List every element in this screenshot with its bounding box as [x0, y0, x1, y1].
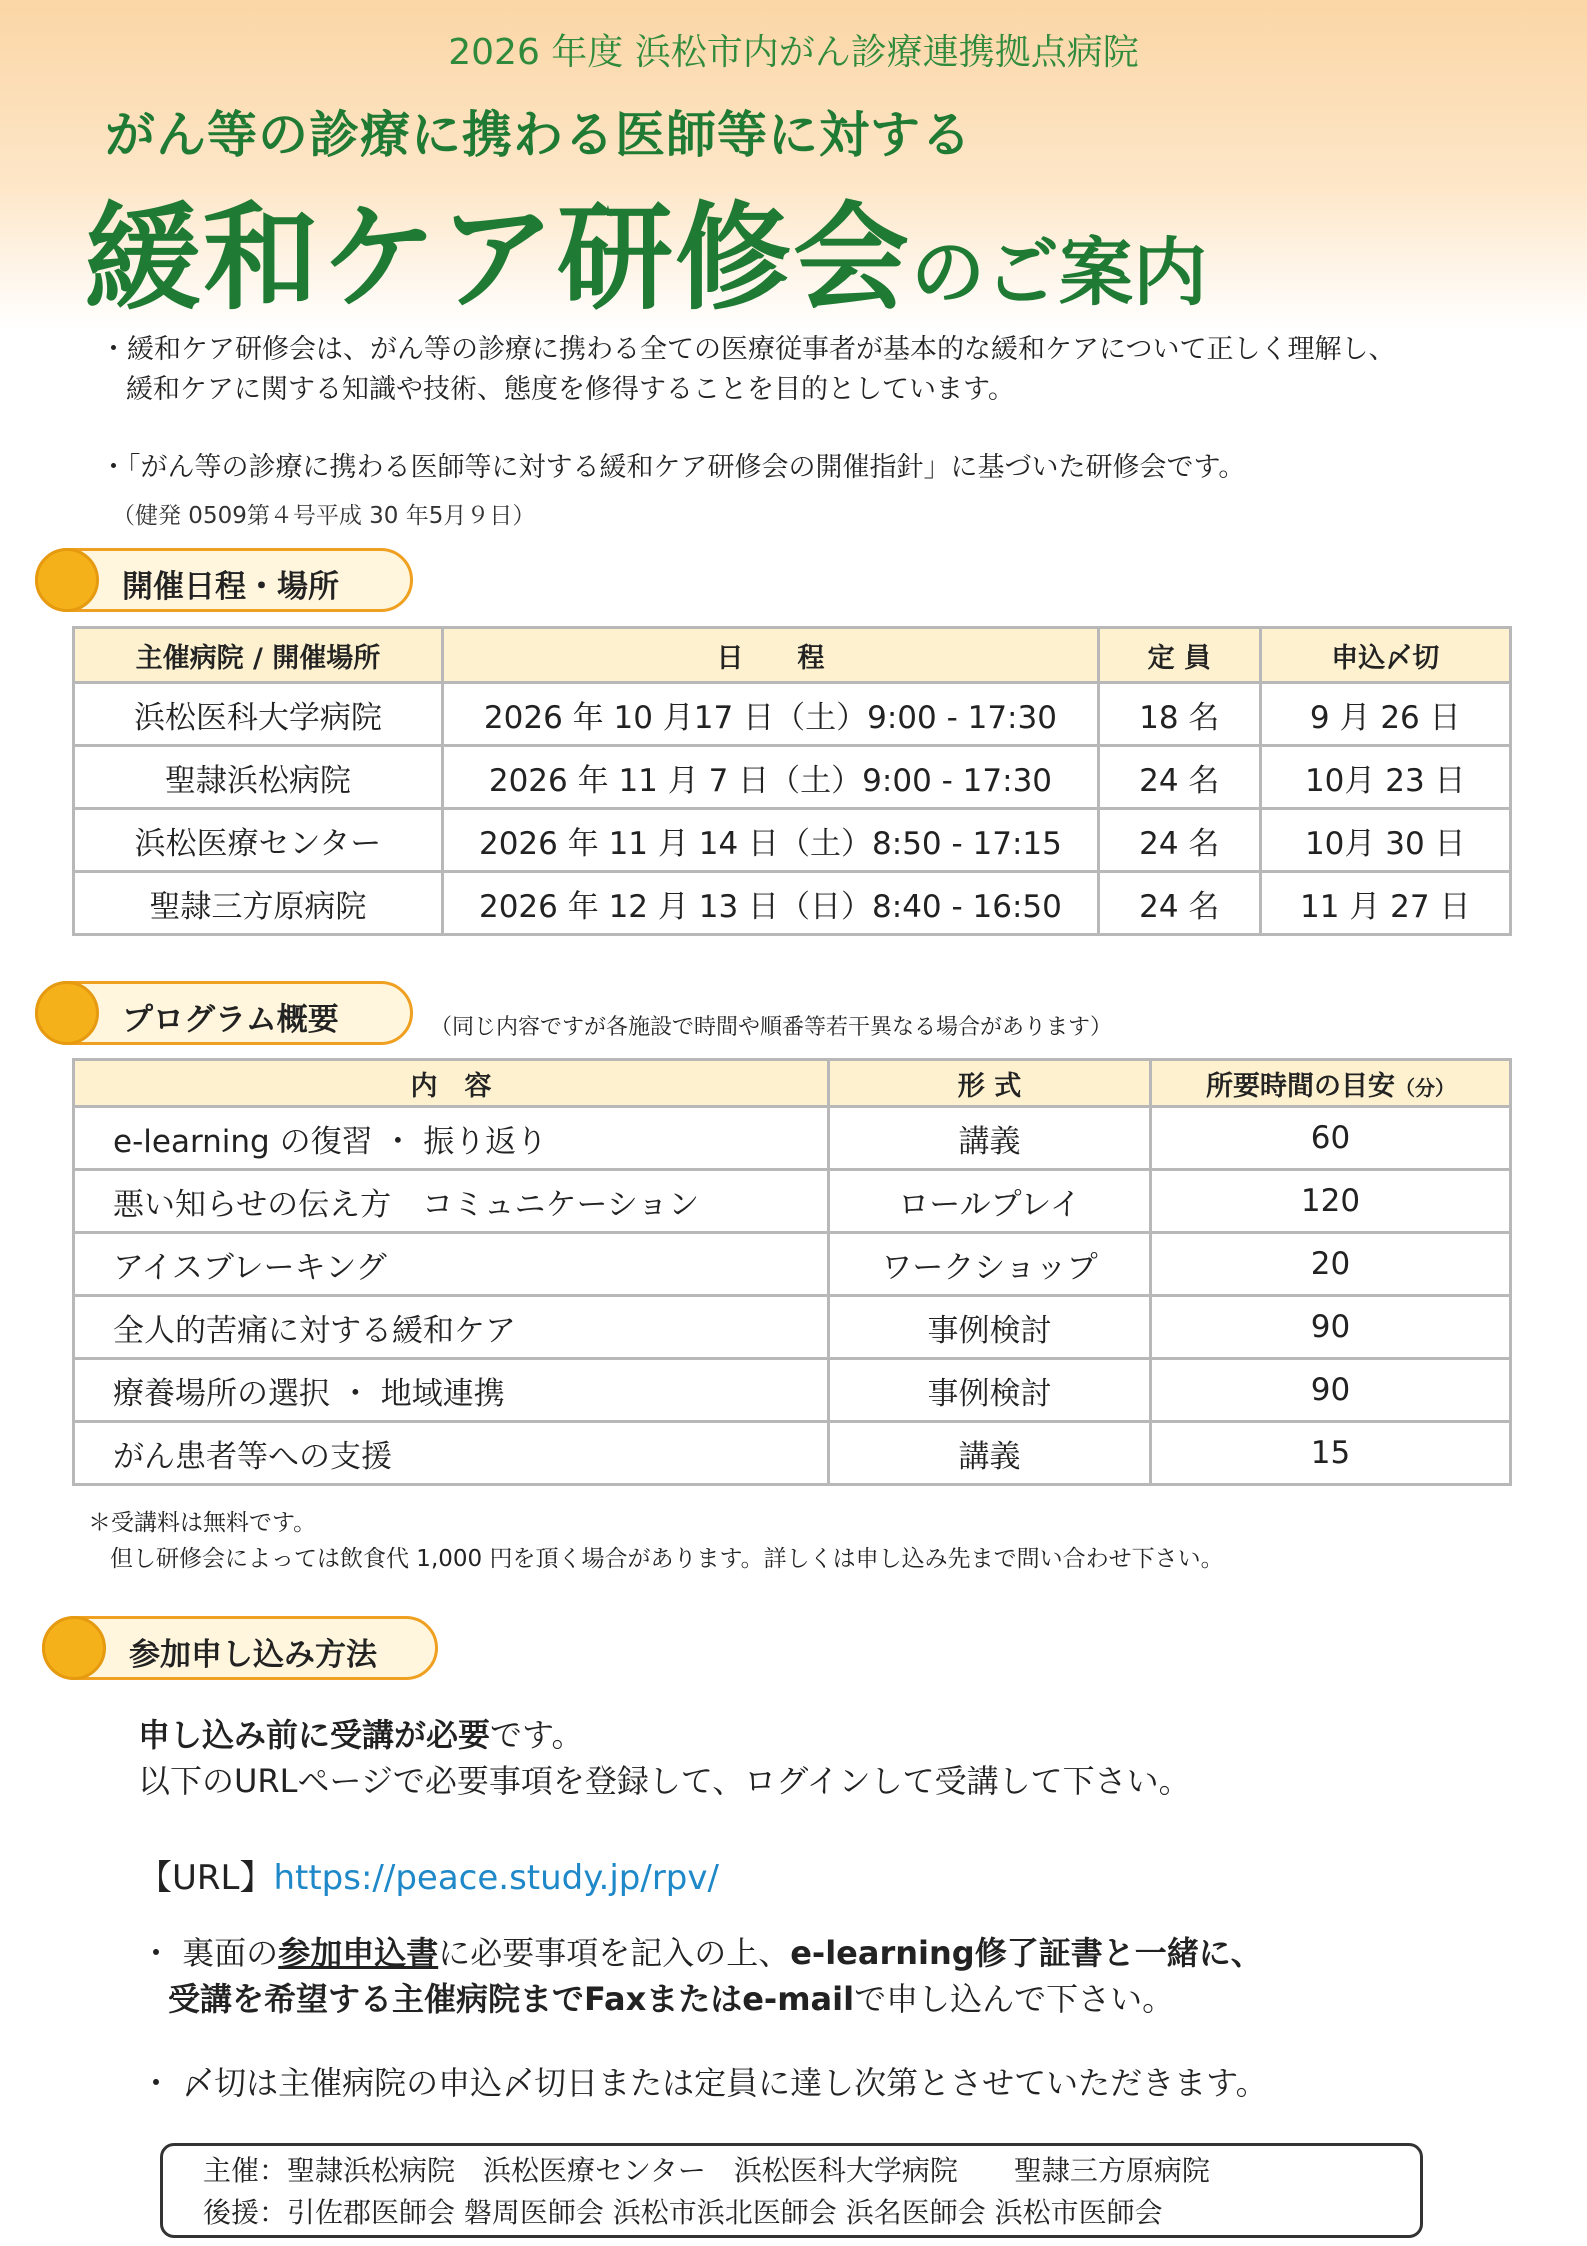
- table-row: [74, 1359, 1511, 1422]
- fiscal-year-line: 2026 年度 浜松市内がん診療連携拠点病院: [448, 32, 1139, 73]
- table-row: [74, 683, 1511, 746]
- organizer-box: [160, 2143, 1423, 2238]
- schedule-heading-label: 開催日程・場所: [122, 569, 339, 605]
- apply-heading: [42, 1616, 438, 1680]
- deadline-cell: 10月 30 日: [1260, 809, 1510, 872]
- deadline-cell: 11 月 27 日: [1260, 872, 1510, 935]
- program-note: （同じ内容ですが各施設で時間や順番等若干異なる場合があります）: [430, 1015, 1113, 1040]
- col-place: 主催病院 / 開催場所: [74, 628, 443, 683]
- sub-title: がん等の診療に携わる医師等に対する: [105, 106, 972, 164]
- content-cell: 療養場所の選択 ・ 地域連携: [74, 1359, 829, 1422]
- url-line: [138, 1855, 719, 1901]
- intro-line-2: 緩和ケアに関する知識や技術、態度を修得することを目的としています。: [126, 374, 1015, 405]
- fee-note: [88, 1505, 1224, 1577]
- fee-note-2: 但し研修会によっては飲食代 1,000 円を頂く場合があります。詳しくは申し込み先まで問い合わせ下さい。: [110, 1546, 1224, 1572]
- minutes-cell: 60: [1151, 1107, 1511, 1170]
- b1-bold-2: 受講を希望する主催病院までFaxまたはe-mail: [168, 1980, 855, 2018]
- capacity-cell: 18 名: [1099, 683, 1261, 746]
- col-content: 内 容: [74, 1060, 829, 1107]
- apply-bullet-1-line-1: [140, 1930, 1263, 1976]
- format-cell: ロールプレイ: [828, 1170, 1150, 1233]
- apply-bullet-1-line-2: [140, 1976, 1263, 2022]
- capacity-cell: 24 名: [1099, 746, 1261, 809]
- url-label: 【URL】: [138, 1858, 274, 1898]
- minutes-cell: 15: [1151, 1422, 1511, 1485]
- heading-bullet-icon: [35, 548, 99, 612]
- program-heading-label: プログラム概要: [122, 1002, 339, 1038]
- program-table: [72, 1058, 1512, 1486]
- b1-tail: で申し込んで下さい。: [854, 1980, 1175, 2018]
- place-cell: 聖隷浜松病院: [74, 746, 443, 809]
- content-cell: 悪い知らせの伝え方 コミュニケーション: [74, 1170, 829, 1233]
- content-cell: アイスブレーキング: [74, 1233, 829, 1296]
- table-row: [74, 1422, 1511, 1485]
- apply-line-1-bold: 申し込み前に受講が必要: [138, 1716, 491, 1754]
- date-cell: 2026 年 11 月 14 日（土）8:50 - 17:15: [442, 809, 1098, 872]
- supporters-line: 後援：引佐郡医師会 磐周医師会 浜松市浜北医師会 浜名医師会 浜松市医師会: [203, 2196, 1163, 2229]
- b1-underline: 参加申込書: [278, 1934, 439, 1972]
- reference-note: （健発 0509第４号平成 30 年5月９日）: [112, 503, 536, 529]
- b1-prefix: ・ 裏面の: [140, 1934, 279, 1972]
- format-cell: 講義: [828, 1107, 1150, 1170]
- heading-bullet-icon: [42, 1616, 106, 1680]
- schedule-heading: [35, 548, 413, 612]
- col-format: 形 式: [828, 1060, 1150, 1107]
- col-deadline: 申込〆切: [1260, 628, 1510, 683]
- fee-note-1: ＊受講料は無料です。: [88, 1510, 317, 1536]
- minutes-cell: 20: [1151, 1233, 1511, 1296]
- date-cell: 2026 年 11 月 7 日（土）9:00 - 17:30: [442, 746, 1098, 809]
- heading-bullet-icon: [35, 981, 99, 1045]
- col-minutes: [1151, 1060, 1511, 1107]
- capacity-cell: 24 名: [1099, 872, 1261, 935]
- date-cell: 2026 年 10 月17 日（土）9:00 - 17:30: [442, 683, 1098, 746]
- format-cell: 事例検討: [828, 1296, 1150, 1359]
- col-minutes-unit: （分）: [1395, 1075, 1456, 1100]
- b1-bold-1: e-learning修了証書と一緒に、: [790, 1934, 1263, 1972]
- apply-intro: [138, 1712, 1191, 1804]
- content-cell: 全人的苦痛に対する緩和ケア: [74, 1296, 829, 1359]
- table-row: [74, 1233, 1511, 1296]
- content-cell: e-learning の復習 ・ 振り返り: [74, 1107, 829, 1170]
- main-title-suffix: のご案内: [911, 230, 1207, 316]
- apply-line-2: 以下のURLページで必要事項を登録して、ログインして受講して下さい。: [138, 1762, 1191, 1800]
- intro-bullet-1: [100, 330, 1395, 410]
- deadline-cell: 9 月 26 日: [1260, 683, 1510, 746]
- apply-heading-label: 参加申し込み方法: [129, 1637, 377, 1673]
- place-cell: 聖隷三方原病院: [74, 872, 443, 935]
- table-row: [74, 1296, 1511, 1359]
- peace-url-link[interactable]: https://peace.study.jp/rpv/: [273, 1858, 719, 1898]
- deadline-cell: 10月 23 日: [1260, 746, 1510, 809]
- table-row: [74, 1170, 1511, 1233]
- b1-mid: に必要事項を記入の上、: [438, 1934, 791, 1972]
- apply-bullet-2: ・ 〆切は主催病院の申込〆切日または定員に達し次第とさせていただきます。: [140, 2064, 1268, 2102]
- content-cell: がん患者等への支援: [74, 1422, 829, 1485]
- schedule-header-row: [74, 628, 1511, 683]
- schedule-table: [72, 626, 1512, 936]
- place-cell: 浜松医療センター: [74, 809, 443, 872]
- program-header-row: [74, 1060, 1511, 1107]
- apply-line-1-rest: です。: [490, 1716, 584, 1754]
- col-minutes-label: 所要時間の目安: [1206, 1070, 1396, 1102]
- main-title-text: 緩和ケア研修会: [85, 191, 911, 326]
- apply-bullet-1: [140, 1930, 1263, 2022]
- format-cell: 講義: [828, 1422, 1150, 1485]
- minutes-cell: 90: [1151, 1359, 1511, 1422]
- table-row: [74, 746, 1511, 809]
- intro-line-1: ・緩和ケア研修会は、がん等の診療に携わる全ての医療従事者が基本的な緩和ケアについて正しく理解し、: [100, 334, 1396, 365]
- organizers-line: 主催：聖隷浜松病院 浜松医療センター 浜松医科大学病院 聖隷三方原病院: [203, 2154, 1210, 2187]
- capacity-cell: 24 名: [1099, 809, 1261, 872]
- minutes-cell: 120: [1151, 1170, 1511, 1233]
- intro-bullet-2: ・「がん等の診療に携わる医師等に対する緩和ケア研修会の開催指針」に基づいた研修会です。: [100, 452, 1246, 483]
- format-cell: 事例検討: [828, 1359, 1150, 1422]
- col-date: 日 程: [442, 628, 1098, 683]
- table-row: [74, 872, 1511, 935]
- program-heading: [35, 981, 413, 1045]
- minutes-cell: 90: [1151, 1296, 1511, 1359]
- format-cell: ワークショップ: [828, 1233, 1150, 1296]
- table-row: [74, 1107, 1511, 1170]
- date-cell: 2026 年 12 月 13 日（日）8:40 - 16:50: [442, 872, 1098, 935]
- col-capacity: 定 員: [1099, 628, 1261, 683]
- table-row: [74, 809, 1511, 872]
- main-title: [85, 165, 1207, 332]
- place-cell: 浜松医科大学病院: [74, 683, 443, 746]
- apply-line-1: [138, 1712, 1191, 1758]
